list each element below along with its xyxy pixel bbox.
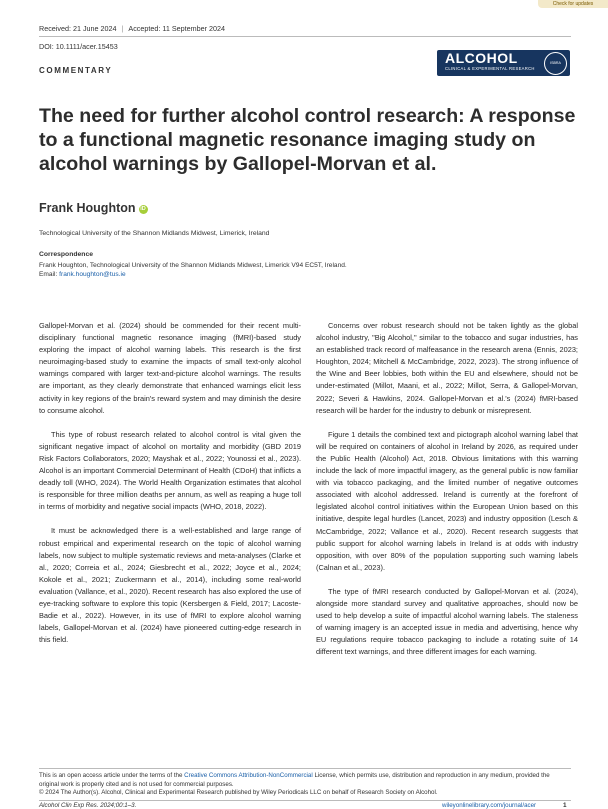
journal-logo-name: ALCOHOL xyxy=(445,50,518,66)
body-column-left xyxy=(39,320,301,646)
license-text-post: License, which permits use, distribution and reproduction in any medium, provided the original work is properly cited and is not used for commercial purposes. xyxy=(39,772,550,788)
paragraph: It must be acknowledged there is a well-established and large range of robust empirical and experimental research on the topic of alcohol warning labels, now subject to multiple systematic reviews and meta-analyses (Clarke et al., 2020; Correia et al., 2024; Giesbrecht et al., 2022; Joyce et al., 2024; Kokole et al., 2021; Zuckermann et al., 2014), including some real-world evaluation (Vallance, et al., 2020). Recent research has also explored the use of eye-tracking software to explore this topic (Kersbergen & Field, 2017; Lacoste-Badie et al., 2022). However, in its use of fMRI to explore alcohol warning labels, Gallopel-Morvan et al. (2024) have pioneered cutting-edge research in this field. xyxy=(39,526,301,645)
doi-line[interactable]: DOI: 10.1111/acer.15453 xyxy=(39,42,118,51)
header-divider xyxy=(39,36,571,37)
author-line xyxy=(39,201,148,215)
correspondence-address: Frank Houghton, Technological University of the Shannon Midlands Midwest, Limerick V94 EC5T, Ireland. xyxy=(39,262,347,269)
license-notice xyxy=(39,772,571,798)
footer-citation: Alcohol Clin Exp Res. 2024;00:1–3. xyxy=(39,802,137,809)
check-updates-badge[interactable]: Check for updates xyxy=(538,0,608,8)
paragraph: The type of fMRI research conducted by Gallopel-Morvan et al. (2024), alongside more standard survey and qualitative approaches, should now be used to help develop a suite of impactful alcohol warning labels. The staleness of warning imagery is an accepted issue in media and advertising, hence why EU regulations require tobacco packaging to include a rotating suite of 14 different text warnings, and three different images for each warning. xyxy=(316,586,578,657)
paragraph: This type of robust research related to alcohol control is vital given the significant negative impact of alcohol on mortality and morbidity (GBD 2019 Risk Factors Collaborators, 2020; Mayshak et al., 2022; Younossi et al., 2023). Alcohol is an important Commercial Determinant of Health (CDoH) that inflicts a deadly toll (WHO, 2024). The World Health Organization estimates that alcohol is responsible for three million deaths per annum, as well as reaping a huge toll in terms of morbidity and negative social impacts (WHO, 2018, 2022). xyxy=(39,429,301,512)
article-title: The need for further alcohol control research: A response to a functional magnetic resonance imaging study on alcohol warnings by Gallopel-Morvan et al. xyxy=(39,105,576,175)
license-link[interactable]: Creative Commons Attribution-NonCommercial xyxy=(184,772,313,779)
paragraph: Figure 1 details the combined text and pictograph alcohol warning label that will be required on containers of alcohol in Ireland by 2026, as required under the Public Health (Alcohol) Act, 2018. Obvious limitations with this warning include the lack of more impactful imagery, as the general public is now familiar with via tobacco packaging, and the limited number of negative outcomes associated with alcohol addressed. Ireland is currently at the forefront of legislated alcohol control initiatives within the European Union based on this initiative, despite legal hurdles (Lancet, 2023) and industry opposition (Lesch & McCambridge, 2022; Vallance et al., 2020). Recent research suggests that public support for alcohol warning labels in Ireland is at odds with industry opposition, with over 80% of the population supporting such warning labels (Calnan et al., 2023). xyxy=(316,429,578,572)
paragraph: Gallopel-Morvan et al. (2024) should be commended for their recent multi-disciplinary functional magnetic resonance imaging (fMRI)-based study exploring the impact of alcohol warning labels. This research is the first neuroimaging-based study to examine the impacts of small text-only alcohol warnings compared with larger text-and-picture alcohol warnings. The results are important, as they clearly demonstrate that enhanced warnings elicit less activity in key regions of the brain's reward system and may diminish the desire to consume alcohol. xyxy=(39,321,301,415)
received-accepted-line: Received: 21 June 2024 | Accepted: 11 September 2024 xyxy=(39,24,225,33)
footer-journal-link[interactable]: wileyonlinelibrary.com/journal/acer xyxy=(442,802,537,809)
orcid-icon[interactable]: iD xyxy=(140,206,146,212)
journal-logo[interactable] xyxy=(437,50,570,76)
received-date: Received: 21 June 2024 xyxy=(39,24,117,33)
email-link[interactable]: frank.houghton@tus.ie xyxy=(59,271,126,278)
author-affiliation: Technological University of the Shannon Midlands Midwest, Limerick, Ireland xyxy=(39,230,270,237)
correspondence-heading: Correspondence xyxy=(39,251,94,258)
footnote-divider xyxy=(39,768,571,769)
copyright-line: © 2024 The Author(s). Alcohol, Clinical and Experimental Research published by Wiley Periodicals LLC on behalf of Research Society on Alcohol. xyxy=(39,789,438,797)
paragraph: Concerns over robust research should not be taken lightly as the global alcohol industry, "Big Alcohol," similar to the tobacco and sugar industries, has an established track record of malfeasance in the research arena (Ennis, 2023; Houghton, 2024; Mitchell & McCambridge, 2022, 2023). The strong influence of the Wine and Beer lobbies, both within the EU and elsewhere, should not be under-estimated (Millot, Maani, et al., 2022; Millot, Serra, & Gallopel-Morvan, 2022; Severi & Hawkins, 2024. Gallopel-Morvan et al.'s (2024) fMRI-based research will be harder for the industry to debunk or misrepresent. xyxy=(316,321,578,415)
body-column-right xyxy=(316,320,578,658)
license-text-pre: This is an open access article under the terms of the xyxy=(39,772,185,779)
section-label: COMMENTARY xyxy=(39,66,113,75)
correspondence-email-line xyxy=(39,271,126,278)
page-number: 1 xyxy=(563,802,567,809)
journal-logo-subtitle: CLINICAL & EXPERIMENTAL RESEARCH xyxy=(445,66,535,71)
email-label: Email: xyxy=(39,271,58,278)
journal-seal-icon: ISBRA xyxy=(544,52,567,75)
accepted-date: Accepted: 11 September 2024 xyxy=(128,24,225,33)
footer-divider xyxy=(39,800,571,801)
author-name[interactable]: Frank Houghton xyxy=(39,201,136,215)
